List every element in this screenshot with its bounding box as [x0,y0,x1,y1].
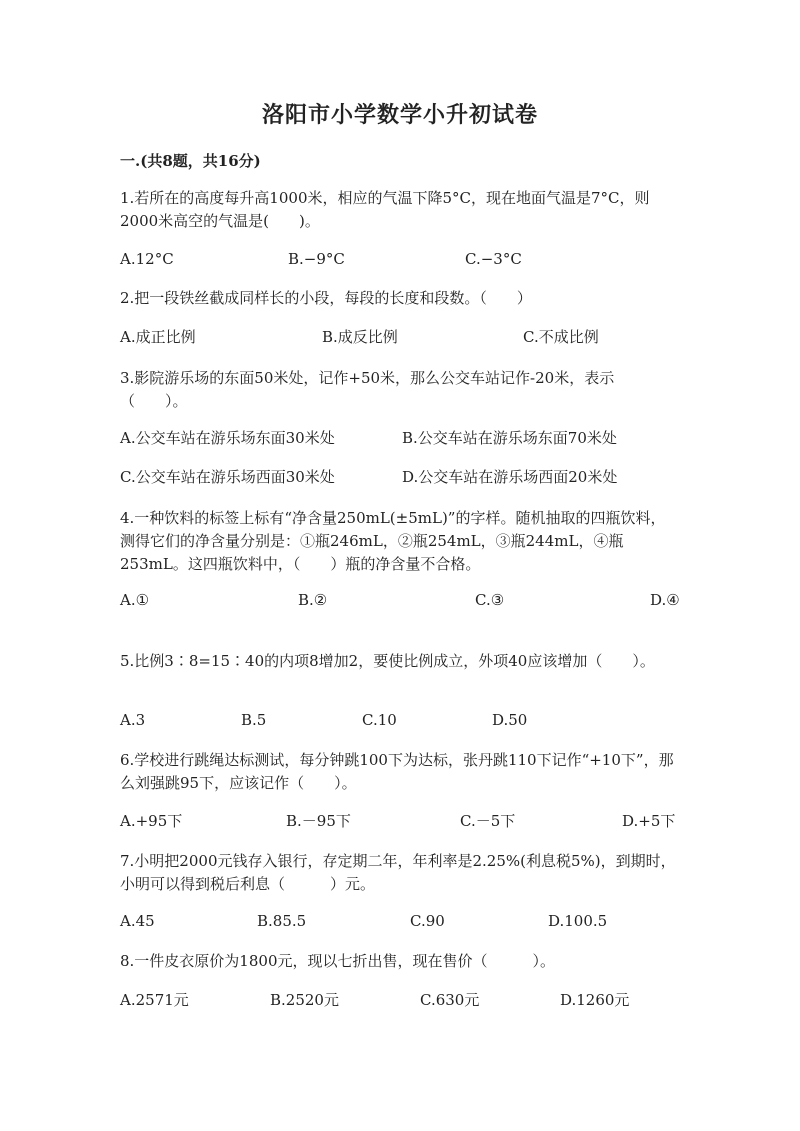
page-title: 洛阳市小学数学小升初试卷 [261,102,538,128]
option-b[interactable]: B.成反比例 [322,328,398,346]
option-a[interactable]: A.3 [120,711,146,729]
option-a[interactable]: A.45 [120,912,155,930]
question-stem: 8.一件皮衣原价为1800元，现以七折出售，现在售价（ ）。 [120,952,555,970]
question-stem: 2.把一段铁丝截成同样长的小段，每段的长度和段数。（ ） [120,289,532,307]
question-stem: 6.学校进行跳绳达标测试，每分钟跳100下为达标，张丹跳110下记作“+10下”，那么刘强跳95下，应该记作（ ）。 [120,751,674,792]
option-a[interactable]: A.成正比例 [120,328,196,346]
option-c[interactable]: C.90 [410,912,445,930]
option-a[interactable]: A.12°C [120,250,174,268]
question-stem: 5.比例3∶8=15∶40的内项8增加2，要使比例成立，外项40应该增加（ ）。 [120,652,655,670]
option-c[interactable]: C.－5下 [460,812,516,830]
option-a[interactable]: A.+95下 [120,812,183,830]
option-d[interactable]: D.公交车站在游乐场西面20米处 [402,468,618,486]
option-d[interactable]: D.1260元 [560,991,630,1009]
option-a[interactable]: A.公交车站在游乐场东面30米处 [120,429,335,447]
option-c[interactable]: C.③ [475,591,505,609]
section-heading: 一.(共8题，共16分) [120,152,261,170]
option-c[interactable]: C.−3°C [465,250,522,268]
option-b[interactable]: B.5 [241,711,267,729]
question-stem: 4.一种饮料的标签上标有“净含量250mL(±5mL)”的字样。随机抽取的四瓶饮料，测得它们的净含量分别是：①瓶246mL，②瓶254mL，③瓶244mL，④瓶253mL。这四瓶饮料中，（ ）瓶的净含量不合格。 [120,509,666,573]
option-a[interactable]: A.① [120,591,150,609]
option-c[interactable]: C.不成比例 [523,328,599,346]
option-b[interactable]: B.－95下 [286,812,351,830]
question-stem: 7.小明把2000元钱存入银行，存定期二年，年利率是2.25%(利息税5%)，到期时，小明可以得到税后利息（ ）元。 [120,852,676,893]
question-stem: 3.影院游乐场的东面50米处，记作+50米，那么公交车站记作-20米，表示（ ）。 [120,369,615,410]
option-b[interactable]: B.−9°C [288,250,345,268]
question-stem: 1.若所在的高度每升高1000米，相应的气温下降5°C，现在地面气温是7°C，则2000米高空的气温是( )。 [120,189,650,230]
option-b[interactable]: B.② [298,591,328,609]
option-c[interactable]: C.630元 [420,991,480,1009]
option-b[interactable]: B.公交车站在游乐场东面70米处 [402,429,617,447]
option-c[interactable]: C.公交车站在游乐场西面30米处 [120,468,335,486]
option-a[interactable]: A.2571元 [120,991,189,1009]
option-c[interactable]: C.10 [362,711,397,729]
option-b[interactable]: B.85.5 [257,912,307,930]
option-b[interactable]: B.2520元 [270,991,339,1009]
option-d[interactable]: D.④ [650,591,680,609]
option-d[interactable]: D.+5下 [622,812,676,830]
option-d[interactable]: D.100.5 [548,912,608,930]
option-d[interactable]: D.50 [492,711,528,729]
